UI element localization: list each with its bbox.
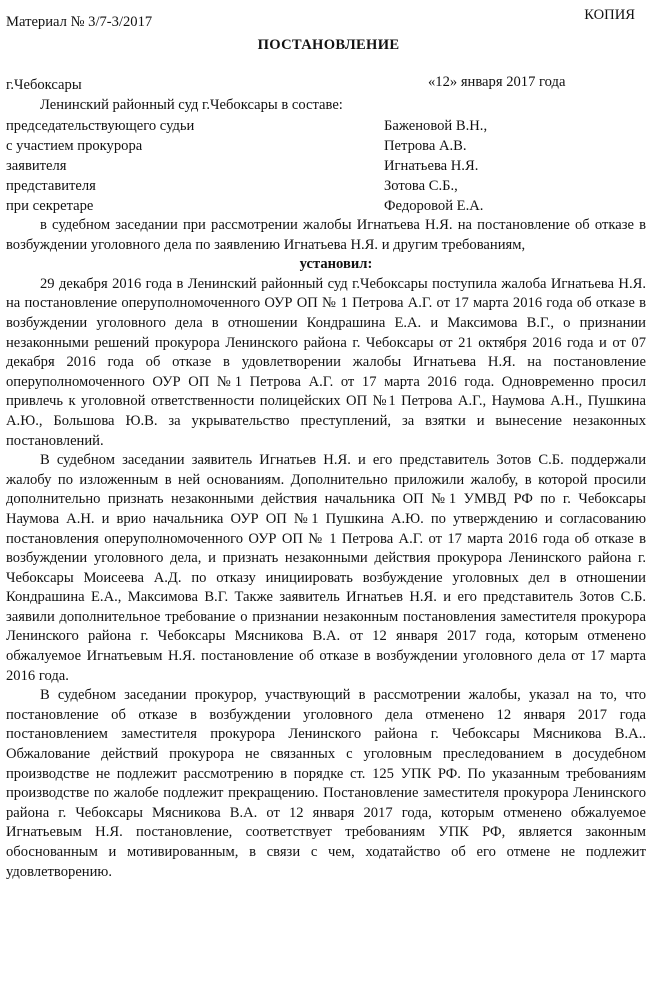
document-title: ПОСТАНОВЛЕНИЕ (257, 37, 400, 53)
body-paragraph: В судебном заседании прокурор, участвующий в рассмотрении жалобы, указал на то, что постановление об отказе в возбуждении уголовного дела отменено 12 января 2017 года постановлением заместителя прокурора Ленинского района г. Чебоксары Мясникова В.А.. Обжалование действий прокурора не связанных с уголовным преследованием в досудебном производстве не подлежит рассмотрению в порядке ст. 125 УПК РФ. По указанным требованиям производстве по жалобе подлежит прекращению. Постановление заместителя прокурора Ленинского района г. Чебоксары Мясникова В.А. от 12 января 2017 года, которым отменено обжалуемое Игнатьевым Н.Я. постановление, соответствует требованиям УПК РФ, является законным обоснованным и мотивированным, в связи с чем, ходатайство об его отмене не подлежит удовлетворению. (6, 687, 646, 880)
body-paragraph: В судебном заседании заявитель Игнатьев Н.Я. и его представитель Зотов С.Б. поддержали жалобу по изложенным в ней основаниям. Дополнительно приложили жалобу, в которой просили дополнительно признать незаконными действия начальника ОП №1 УМВД РФ по г. Чебоксары Наумова А.Н. и врио начальника ОУР ОП №1 Пушкина А.Ю. по утверждению и согласованию постановления оперуполномоченного ОУР ОП № 1 Петрова А.Г. от 17 марта 2016 года об отказе в возбуждении уголовного дела, и признать незаконными действия прокурора Ленинского района г. Чебоксары Моисеева А.Д. по отказу инициировать возбуждение уголовных дел в отношении Кондрашина Е.А., Максимова В.Г. Также заявитель Игнатьев Н.Я. и его представитель Зотов С.Б. заявили дополнительное требование о признании незаконным постановления заместителя прокурора Ленинского района г. Чебоксары Мясникова В.А. от 12 января 2017 года, которым отменено обжалуемое Игнатьевым Н.Я. постановление об отказе в возбуждении уголовного дела от 17 марта 2016 года. (6, 452, 646, 684)
person-name: Игнатьева Н.Я. (384, 158, 479, 174)
section-heading: установил: (299, 256, 373, 273)
intro-paragraph: в судебном заседании при рассмотрении жалобы Игнатьева Н.Я. на постановление об отказе в возбуждении уголовного дела по заявлению Игнатьева Н.Я. и другим требованиям, (6, 217, 646, 253)
body-paragraph: 29 декабря 2016 года в Ленинский районный суд г.Чебоксары поступила жалоба Игнатьева Н.Я. на постановление оперуполномоченного ОУР ОП № 1 Петрова А.Г. от 17 марта 2016 года об отказе в возбуждении уголовного дела в отношении Кондрашина Е.А. и Максимова В.Г., о признании незаконными решений прокурора Ленинского района г. Чебоксары от 21 октября 2016 года и от 07 декабря 2016 года об отказе в удовлетворении жалобы Игнатьева Н.Я. на постановление оперуполномоченного ОУР ОП №1 Петрова А.Г. от 17 марта 2016 года. Одновременно просил привлечь к уголовной ответственности полицейских ОП №1 Петрова А.Г., Наумова А.Н., Пушкина А.Ю., Большова Ю.В. за укрывательство преступлений, за взятки и вынесение незаконных постановлений. (6, 275, 646, 449)
copy-mark: КОПИЯ (584, 7, 635, 23)
role-label: с участием прокурора (6, 138, 143, 154)
court-line: Ленинский районный суд г.Чебоксары в составе: (40, 97, 343, 113)
material-number: Материал № 3/7-3/2017 (6, 14, 153, 30)
person-name: Федоровой Е.А. (384, 198, 484, 214)
person-name: Баженовой В.Н., (384, 118, 488, 134)
role-label: заявителя (6, 158, 67, 174)
role-label: при секретаре (6, 198, 94, 214)
person-name: Петрова А.В. (384, 138, 467, 154)
document-date: «12» января 2017 года (428, 74, 566, 90)
city: г.Чебоксары (6, 77, 82, 93)
role-label: председательствующего судьи (6, 118, 195, 134)
person-name: Зотова С.Б., (384, 178, 458, 194)
document-body (6, 216, 646, 882)
role-label: представителя (6, 178, 96, 194)
